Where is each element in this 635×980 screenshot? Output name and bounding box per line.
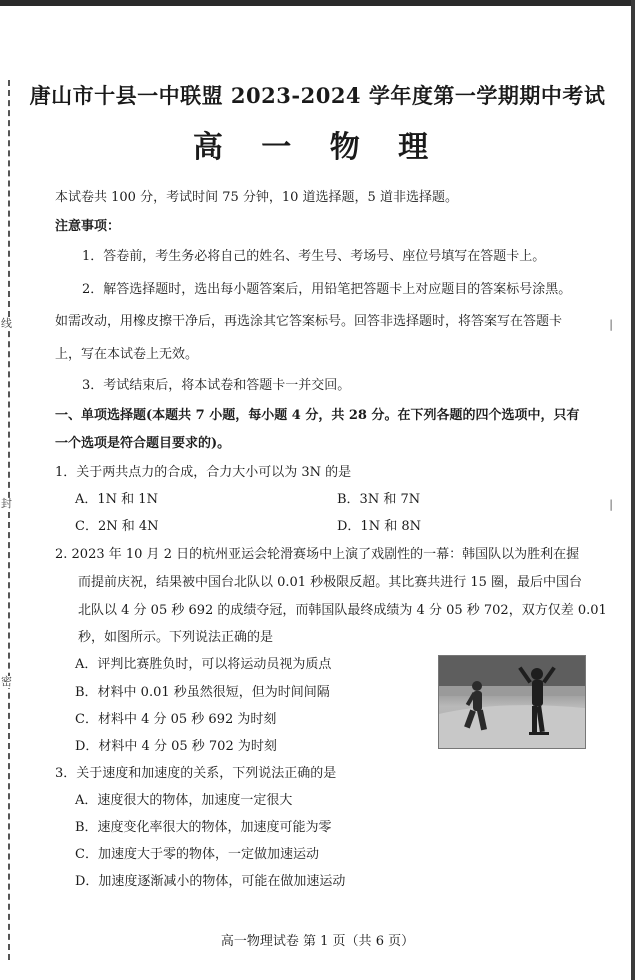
notes-item: 3．考试结束后，将本试卷和答题卡一并交回。 [82,378,351,393]
question-option: A．速度很大的物体，加速度一定很大 [75,793,293,808]
question-option: D．材料中 4 分 05 秒 702 为时刻 [75,739,277,754]
race-photo [438,655,586,749]
question-option: C．材料中 4 分 05 秒 692 为时刻 [75,712,277,727]
question-option: D．加速度逐渐减小的物体，可能在做加速运动 [75,874,346,889]
page-footer: 高一物理试卷 第 1 页（共 6 页） [220,934,415,949]
exam-intro: 本试卷共 100 分，考试时间 75 分钟，10 道选择题，5 道非选择题。 [55,190,458,205]
question-option: B．3N 和 7N [337,492,421,507]
question-option: B．速度变化率很大的物体，加速度可能为零 [75,820,332,835]
notes-item: 1．答卷前，考生务必将自己的姓名、考生号、考场号、座位号填写在答题卡上。 [82,249,546,264]
binding-line [8,80,10,960]
question-stem: 北队以 4 分 05 秒 692 的成绩夺冠，而韩国队最终成绩为 4 分 05 秒 702，双方仅差 0.01 [78,603,607,618]
question-option: D．1N 和 8N [337,519,421,534]
section-heading: 一、单项选择题(本题共 7 小题，每小题 4 分，共 28 分。在下列各题的四个选项中，只有 [55,408,580,423]
binding-label-line: 线 [1,317,12,330]
notes-item: 如需改动，用橡皮擦干净后，再选涂其它答案标号。回答非选择题时，将答案写在答题卡 [55,314,563,329]
question-stem: 1．关于两共点力的合成，合力大小可以为 3N 的是 [55,465,352,480]
question-stem: 3．关于速度和加速度的关系，下列说法正确的是 [55,766,337,781]
exam-subject: 高 一 物 理 [192,130,443,165]
binding-label-seal: 封 [1,497,12,510]
question-option: A．1N 和 1N [75,492,158,507]
notes-item: 上，写在本试卷上无效。 [55,347,199,362]
question-stem: 2. 2023 年 10 月 2 日的杭州亚运会轮滑赛场中上演了戏剧性的一幕：韩国队以为胜利在握 [55,547,580,562]
section-heading: 一个选项是符合题目要求的)。 [55,436,231,451]
question-option: B．材料中 0.01 秒虽然很短，但为时间间隔 [75,685,330,700]
exam-title: 唐山市十县一中联盟 2023-2024 学年度第一学期期中考试 [29,83,606,108]
question-option: C．加速度大于零的物体，一定做加速运动 [75,847,319,862]
question-option: C．2N 和 4N [75,519,159,534]
scan-edge-top [0,0,635,6]
question-stem: 而提前庆祝，结果被中国台北队以 0.01 秒极限反超。其比赛共进行 15 圈，最后中国台 [78,575,583,590]
skaters-illustration [439,656,585,748]
question-option: A．评判比赛胜负时，可以将运动员视为质点 [75,657,332,672]
binding-label-secret: 密 [1,675,12,688]
gutter-mark: | [609,318,613,331]
notes-heading: 注意事项： [55,219,121,234]
gutter-mark: | [609,498,613,511]
question-stem: 秒，如图所示。下列说法正确的是 [78,630,274,645]
notes-item: 2．解答选择题时，选出每小题答案后，用铅笔把答题卡上对应题目的答案标号涂黑。 [82,282,572,297]
